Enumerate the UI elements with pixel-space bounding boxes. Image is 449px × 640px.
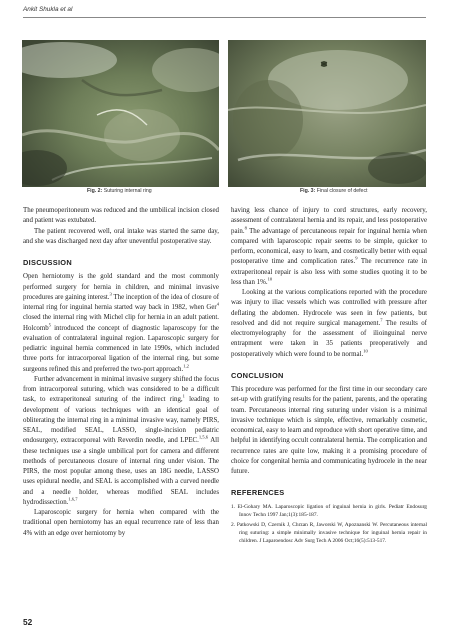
paragraph: Further advancement in minimal invasive surgery shifted the focus from intracorporeal suturing, which was considered to be a difficult task, to extraperitoneal suturing of the indirect ring,$^1$ leading to development of various techniques with an identical goal of obliterating the internal ring in a minimal invasive way, namely PIRS, SEAL, modified SEAL, LASSO, single-incision pediatric endosurgery, extracorporeal with Reverdin needle, and LPEC.$^{1,5,6}$ All these techniques use a single umbilical port for camera and different methods of percutaneous closure of internal ring under vision. The PIRS, the most popular among these, uses an 18G needle, LASSO uses epidural needle, and SEAL is accomplished with a curved needle and a needle holder, whereas modified SEAL includes hydrodissection.$^{1,6,7}$	[23, 375, 219, 506]
reference-list	[231, 503, 427, 546]
section-heading-conclusion: CONCLUSION	[231, 370, 284, 380]
figure-3-image	[228, 40, 426, 187]
running-header-author: Ankit Shukla et al	[23, 6, 73, 13]
right-column	[231, 206, 427, 548]
section-heading-discussion: DISCUSSION	[23, 258, 72, 267]
figure-3-caption: Fig. 3: Final closure of defect	[300, 188, 368, 194]
section-heading-references: REFERENCES	[231, 488, 285, 498]
paragraph: The pneumoperitoneum was reduced and the umbilical incision closed and patient was extubated.	[23, 207, 219, 225]
paragraph: This procedure was performed for the first time in our secondary care set-up with gratifying results for the patient, parents, and the operating team. Percutaneous internal ring suturing under vision is a minimal invasive technique which is simple, effective, remarkably cosmetic, economical, easy to learn and reproduce with short operative time, and helpful in identifying occult contralateral hernia. The complication and recurrence rates are quite low, making it a promising procedure of choice for congenital hernia and communicating hydrocele in the near future.	[231, 386, 427, 475]
paragraph: Looking at the various complications reported with the procedure was injury to iliac vessels which was controlled with pressure after deflating the abdomen. Hydrocele was seen in few patients, but resolved and did not require surgical management.$^7$ The results of electromyelography for the assessment of ilioinguinal nerve entrapment were taken in 35 patients preoperatively and postoperatively which were found to be normal.$^{10}$	[231, 289, 427, 358]
page-number: 52	[23, 617, 33, 627]
reference-item: 1. El-Gohary MA. Laparoscopic ligation of inguinal hernia in girls. Pediatr Endosurg Innov Techn 1997 Jan;1(3):185-187.	[231, 503, 427, 518]
left-column	[23, 206, 219, 539]
paragraph: Laparoscopic surgery for hernia when compared with the traditional open herniotomy has an equal recurrence rate of less than 4% with an edge over herniotomy by	[23, 509, 219, 537]
header-divider	[23, 17, 426, 18]
paragraph: Open herniotomy is the gold standard and the most commonly performed surgery for hernia in children, and minimal invasive procedures are gaining interest.$^3$ The inception of the idea of closure of internal ring for inguinal hernia started way back in 1982, when Ger$^4$ closed the internal ring with Michel clip for hernia in an adult patient. Holcomb$^5$ introduced the concept of diagnostic laparoscopy for the evaluation of contralateral inguinal region. Laparoscopic surgery for pediatric inguinal hernia commenced in late 1990s, which included three ports for intracorporeal ligation of the internal ring, but some surgeons refined this and preferred the two-port approach.$^{1,2}$	[23, 273, 219, 373]
reference-item: 2. Patkowski D, Czernik J, Chrzan R, Jaworski W, Apoznanski W. Percutaneous internal ring suturing: a simple minimally invasive technique for inguinal hernia repair in children. J Laparoendosc Adv Surg Tech A 2006 Oct;16(5):513-517.	[231, 521, 427, 545]
paragraph: having less chance of injury to cord structures, early recovery, assessment of contralateral hernia and its repair, and less postoperative pain.$^8$ The advantage of percutaneous repair for inguinal hernia when compared with laparoscopic repair seems to be simple, quicker to perform, economical, easy to learn, and cosmetically better with equal postoperative time and complication rates.$^9$ The recurrence rate in extraperitoneal repair is also less with some studies quoting it to be less than 1%.$^{10}$	[231, 207, 427, 286]
figure-2-caption: Fig. 2: Suturing internal ring	[87, 188, 152, 194]
figure-2-image	[22, 40, 219, 187]
paragraph: The patient recovered well, oral intake was started the same day, and she was discharged next day after uneventful postoperative stay.	[23, 227, 219, 245]
